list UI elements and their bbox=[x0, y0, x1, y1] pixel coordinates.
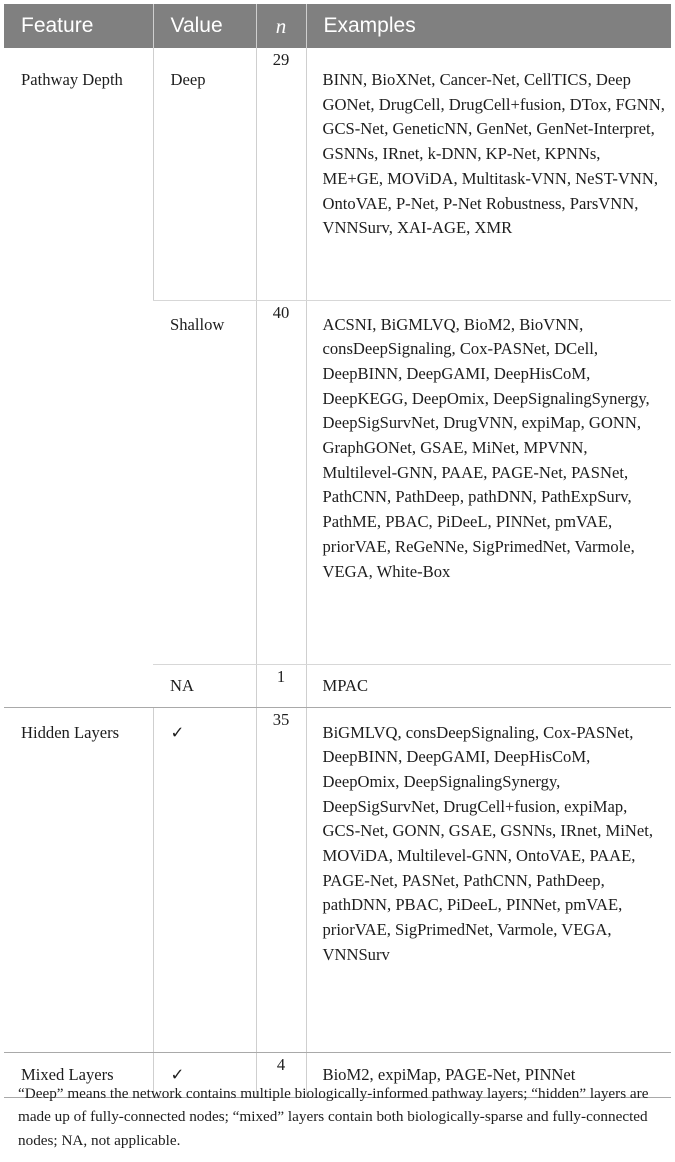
value-cell: ✓ bbox=[153, 1052, 256, 1097]
value-cell: Shallow bbox=[153, 300, 256, 664]
header-value: Value bbox=[153, 4, 256, 48]
table-row bbox=[4, 707, 671, 1052]
n-cell: 40 bbox=[256, 300, 306, 664]
feature-cell bbox=[4, 707, 153, 1052]
header-feature: Feature bbox=[4, 4, 153, 48]
examples-cell: BINN, BioXNet, Cancer-Net, CellTICS, Deep GONet, DrugCell, DrugCell+fusion, DTox, FGNN, GCS-Net, GeneticNN, GenNet, GenNet-Interpret, GSNNs, IRnet, k-DNN, KP-Net, KPNNs, ME+GE, MOViDA, Multitask-VNN, NeST-VNN, OntoVAE, P-Net, P-Net Robustness, ParsVNN, VNNSurv, XAI-AGE, XMR bbox=[306, 48, 671, 300]
examples-cell: MPAC bbox=[306, 664, 671, 707]
value-cell: NA bbox=[153, 664, 256, 707]
features-table bbox=[4, 4, 671, 1098]
feature-cell bbox=[4, 48, 153, 707]
feature-label: Pathway Depth bbox=[21, 70, 123, 89]
value-cell: ✓ bbox=[153, 707, 256, 1052]
n-cell: 35 bbox=[256, 707, 306, 1052]
header-examples: Examples bbox=[306, 4, 671, 48]
value-cell: Deep bbox=[153, 48, 256, 300]
n-cell: 1 bbox=[256, 664, 306, 707]
examples-cell: ACSNI, BiGMLVQ, BioM2, BioVNN, consDeepSignaling, Cox-PASNet, DCell, DeepBINN, DeepGAMI, DeepHisCoM, DeepKEGG, DeepOmix, DeepSignalingSynergy, DeepSigSurvNet, DrugVNN, expiMap, GONN, GraphGONet, GSAE, MiNet, MPVNN, Multilevel-GNN, PAAE, PAGE-Net, PASNet, PathCNN, PathDeep, pathDNN, PathExpSurv, PathME, PBAC, PiDeeL, PINNet, pmVAE, priorVAE, ReGeNNe, SigPrimedNet, Varmole, VEGA, White-Box bbox=[306, 300, 671, 664]
n-cell: 29 bbox=[256, 48, 306, 300]
feature-label: Hidden Layers bbox=[21, 722, 120, 742]
examples-cell: BiGMLVQ, consDeepSignaling, Cox-PASNet, DeepBINN, DeepGAMI, DeepHisCoM, DeepOmix, DeepSignalingSynergy, DeepSigSurvNet, DrugCell+fusion, expiMap, GCS-Net, GONN, GSAE, GSNNs, IRnet, MiNet, MOViDA, Multilevel-GNN, OntoVAE, PAAE, PAGE-Net, PASNet, PathCNN, PathDeep, pathDNN, PBAC, PiDeeL, PINNet, pmVAE, priorVAE, SigPrimedNet, Varmole, VEGA, VNNSurv bbox=[306, 707, 671, 1052]
feature-label: Mixed Layers bbox=[21, 1064, 114, 1084]
header-n: n bbox=[256, 4, 306, 48]
table-header-row bbox=[4, 4, 671, 48]
examples-cell: BioM2, expiMap, PAGE-Net, PINNet bbox=[306, 1052, 671, 1097]
n-cell: 4 bbox=[256, 1052, 306, 1097]
table-footnote: “Deep” means the network contains multiple biologically-informed pathway layers; “hidden” layers are made up of fully-connected nodes; “mixed” layers contain both biologically-sparse and fully-connected nodes; NA, not applicable. bbox=[18, 1085, 649, 1149]
table-row bbox=[4, 48, 671, 300]
